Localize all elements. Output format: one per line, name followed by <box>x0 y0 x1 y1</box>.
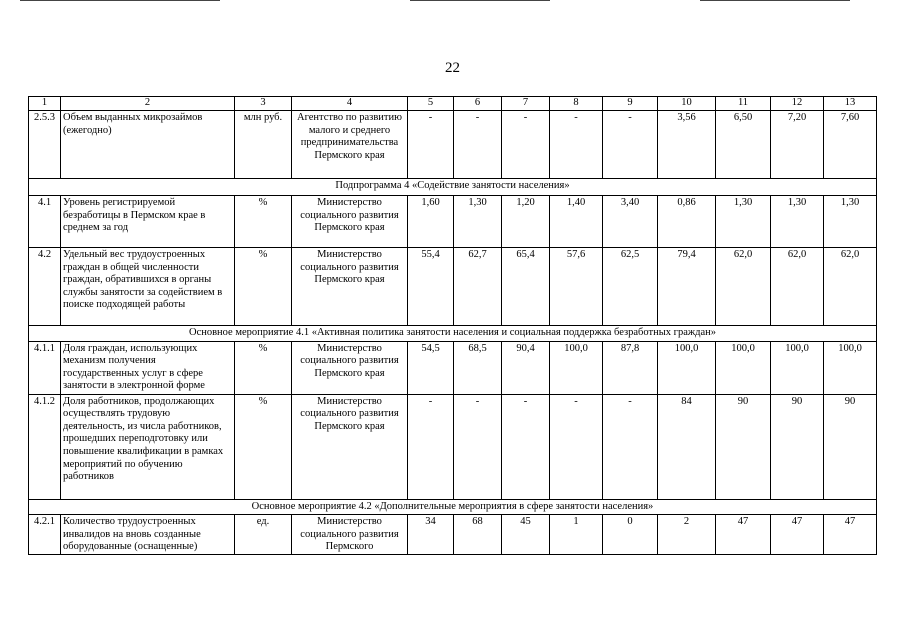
header-cell: 7 <box>502 97 550 111</box>
value-cell: - <box>454 394 502 499</box>
value-cell: 1,60 <box>408 196 454 248</box>
row-code: 4.2.1 <box>29 515 61 555</box>
value-cell: 1,30 <box>716 196 771 248</box>
header-cell: 2 <box>61 97 235 111</box>
unit-cell: ед. <box>235 515 292 555</box>
indicator-name: Доля работников, продолжающих осуществлять трудовую деятельность, из числа работников, прошедших переподготовку или повышение квалификации в рамках мероприятий по обучению работников <box>61 394 235 499</box>
value-cell: 100,0 <box>716 341 771 394</box>
value-cell: 47 <box>716 515 771 555</box>
table-row <box>29 341 877 394</box>
value-cell: 54,5 <box>408 341 454 394</box>
value-cell: 2 <box>658 515 716 555</box>
header-cell: 4 <box>292 97 408 111</box>
table-row <box>29 196 877 248</box>
header-cell: 12 <box>771 97 824 111</box>
row-code: 4.1 <box>29 196 61 248</box>
value-cell: - <box>502 394 550 499</box>
value-cell: - <box>550 394 603 499</box>
value-cell: 68 <box>454 515 502 555</box>
value-cell: - <box>408 111 454 179</box>
section-title: Основное мероприятие 4.2 «Дополнительные мероприятия в сфере занятости населения» <box>29 499 877 515</box>
section-row <box>29 326 877 342</box>
value-cell: 1 <box>550 515 603 555</box>
section-row <box>29 179 877 196</box>
row-code: 4.1.1 <box>29 341 61 394</box>
indicator-name: Количество трудоустроенных инвалидов на вновь созданные оборудованные (оснащенные) <box>61 515 235 555</box>
value-cell: 1,40 <box>550 196 603 248</box>
unit-cell: % <box>235 341 292 394</box>
table-header-row <box>29 97 877 111</box>
header-cell: 5 <box>408 97 454 111</box>
value-cell: 90,4 <box>502 341 550 394</box>
value-cell: 34 <box>408 515 454 555</box>
indicator-name: Объем выданных микрозаймов (ежегодно) <box>61 111 235 179</box>
value-cell: 1,20 <box>502 196 550 248</box>
value-cell: 65,4 <box>502 248 550 326</box>
value-cell: 100,0 <box>771 341 824 394</box>
value-cell: 1,30 <box>454 196 502 248</box>
unit-cell: % <box>235 248 292 326</box>
value-cell: 47 <box>824 515 877 555</box>
header-cell: 6 <box>454 97 502 111</box>
value-cell: - <box>603 394 658 499</box>
value-cell: 62,0 <box>771 248 824 326</box>
value-cell: 84 <box>658 394 716 499</box>
value-cell: - <box>408 394 454 499</box>
table-row <box>29 515 877 555</box>
table-row <box>29 111 877 179</box>
section-title: Основное мероприятие 4.1 «Активная политика занятости населения и социальная поддержка безработных граждан» <box>29 326 877 342</box>
value-cell: 3,40 <box>603 196 658 248</box>
value-cell: 68,5 <box>454 341 502 394</box>
header-cell: 1 <box>29 97 61 111</box>
executor-cell: Министерство социального развития Пермского края <box>292 341 408 394</box>
header-cell: 13 <box>824 97 877 111</box>
row-code: 4.1.2 <box>29 394 61 499</box>
value-cell: - <box>502 111 550 179</box>
header-cell: 11 <box>716 97 771 111</box>
section-row <box>29 499 877 515</box>
value-cell: 90 <box>716 394 771 499</box>
value-cell: 100,0 <box>550 341 603 394</box>
value-cell: 57,6 <box>550 248 603 326</box>
value-cell: 1,30 <box>771 196 824 248</box>
value-cell: 1,30 <box>824 196 877 248</box>
value-cell: 79,4 <box>658 248 716 326</box>
value-cell: 6,50 <box>716 111 771 179</box>
executor-cell: Министерство социального развития Пермского <box>292 515 408 555</box>
value-cell: 62,5 <box>603 248 658 326</box>
value-cell: 100,0 <box>824 341 877 394</box>
indicator-name: Доля граждан, использующих механизм получения государственных услуг в сфере занятости в электронной форме <box>61 341 235 394</box>
value-cell: 87,8 <box>603 341 658 394</box>
scan-edge <box>0 0 905 2</box>
row-code: 4.2 <box>29 248 61 326</box>
unit-cell: % <box>235 196 292 248</box>
value-cell: 45 <box>502 515 550 555</box>
value-cell: 7,20 <box>771 111 824 179</box>
table-row <box>29 248 877 326</box>
executor-cell: Министерство социального развития Пермского края <box>292 394 408 499</box>
indicator-name: Уровень регистрируемой безработицы в Пермском крае в среднем за год <box>61 196 235 248</box>
value-cell: 3,56 <box>658 111 716 179</box>
executor-cell: Министерство социального развития Пермского края <box>292 248 408 326</box>
header-cell: 10 <box>658 97 716 111</box>
value-cell: 0,86 <box>658 196 716 248</box>
value-cell: 0 <box>603 515 658 555</box>
value-cell: - <box>550 111 603 179</box>
value-cell: 62,7 <box>454 248 502 326</box>
page-number: 22 <box>445 60 460 76</box>
unit-cell: % <box>235 394 292 499</box>
executor-cell: Агентство по развитию малого и среднего предпринимательства Пермского края <box>292 111 408 179</box>
header-cell: 8 <box>550 97 603 111</box>
value-cell: 62,0 <box>824 248 877 326</box>
header-cell: 9 <box>603 97 658 111</box>
value-cell: - <box>454 111 502 179</box>
value-cell: 100,0 <box>658 341 716 394</box>
value-cell: - <box>603 111 658 179</box>
row-code: 2.5.3 <box>29 111 61 179</box>
value-cell: 62,0 <box>716 248 771 326</box>
value-cell: 90 <box>771 394 824 499</box>
table-row <box>29 394 877 499</box>
header-cell: 3 <box>235 97 292 111</box>
indicators-table <box>28 96 877 555</box>
executor-cell: Министерство социального развития Пермского края <box>292 196 408 248</box>
value-cell: 7,60 <box>824 111 877 179</box>
section-title: Подпрограмма 4 «Содействие занятости населения» <box>29 179 877 196</box>
indicator-name: Удельный вес трудоустроенных граждан в общей численности граждан, обратившихся в органы службы занятости за содействием в поиске подходящей работы <box>61 248 235 326</box>
unit-cell: млн руб. <box>235 111 292 179</box>
value-cell: 47 <box>771 515 824 555</box>
value-cell: 55,4 <box>408 248 454 326</box>
value-cell: 90 <box>824 394 877 499</box>
